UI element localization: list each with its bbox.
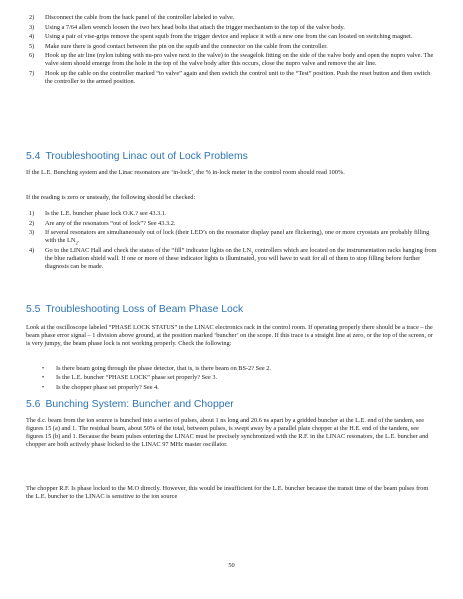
list-item bbox=[29, 247, 437, 271]
item-text: Using a 7/64 allen wrench loosen the two hex head bolts that attach the trigger mechanism to the top of the valve body. bbox=[45, 23, 345, 31]
section-5-4-heading bbox=[26, 150, 248, 163]
item-number: 2) bbox=[29, 14, 35, 21]
section-5-5-bullets bbox=[42, 365, 437, 393]
item-number: 4) bbox=[29, 246, 35, 254]
section-5-4-lead: If the reading is zero or unsteady, the following should be checked: bbox=[26, 194, 196, 201]
valve-procedure-steps bbox=[29, 14, 437, 88]
item-number: 4) bbox=[29, 33, 35, 41]
list-item bbox=[29, 52, 437, 68]
item-text: Go to the LINAC Hall and check the status of the “fill” indicator lights on the LN bbox=[45, 246, 251, 254]
bullet-item bbox=[42, 365, 437, 373]
list-item bbox=[29, 70, 437, 86]
section-title: Troubleshooting Loss of Beam Phase Lock bbox=[45, 304, 244, 315]
bullet-icon: • bbox=[42, 366, 45, 372]
item-number: 5) bbox=[29, 42, 35, 50]
section-5-6-heading bbox=[26, 398, 234, 411]
item-text: Are any of the resonators “out of lock”? See 43.3.2. bbox=[45, 219, 176, 227]
bullet-text: Is the chopper phase set properly? See 4. bbox=[56, 383, 159, 391]
section-5-5-heading bbox=[26, 303, 243, 316]
item-text-tail: . bbox=[77, 237, 80, 245]
section-5-6-para-1: The d.c. beam from the ion source is bunched into a series of pulses, about 1 ns long and 20.6 ns apart by a gridded buncher at the L.E. end of the tandem, see figures 15 (a) and 1. The residual beam, about 50% of the total, between pulses, is swept away by a parallel plate chopper at the H.E. end of the tandem, see figures 15 (b) and 1. Because the beam pulses entering the LINAC must be precisely synchronized with the R.F. in the LINAC resonators, the L.E. buncher and chopper are both actively phase locked to the LINAC 97 MHz master oscillator. bbox=[26, 417, 429, 448]
item-text: Disconnect the cable from the back panel of the controller labeled to valve. bbox=[45, 14, 235, 21]
section-5-4-checklist bbox=[29, 210, 437, 272]
bullet-icon: • bbox=[42, 384, 45, 391]
list-item bbox=[29, 229, 437, 245]
item-text: Hook up the air line (nylon tubing with nu-pro valve next to the valve) to the swagelok fitting on the side of the valve body and open the nupro valve. The valve stem should emerge from the hole in the top of the valve body after this occurs, close the nupro valve and remove the air line. bbox=[45, 52, 434, 68]
section-title: Bunching System: Buncher and Chopper bbox=[45, 399, 234, 410]
bullet-icon: • bbox=[42, 375, 45, 382]
subscript: 2 bbox=[75, 240, 78, 246]
item-text: Using a pair of vise-grips remove the spent squib from the trigger device and replace it with a new one from the can located on switching magnet. bbox=[45, 33, 413, 41]
item-text: Make sure there is good contact between the pin on the squib and the connector on the cable from the controller. bbox=[45, 42, 328, 50]
subscript: 2 bbox=[251, 250, 254, 256]
list-item bbox=[29, 220, 437, 228]
item-text: Is the L.E. buncher phase lock O.K.? see 43.3.1. bbox=[45, 210, 167, 217]
item-number: 1) bbox=[29, 210, 35, 217]
section-number: 5.5 bbox=[26, 304, 41, 315]
item-text-tail: controllers which are located on the instrumentation racks hanging from the blue radiation shield wall. If one or more of these indicator lights is illuminated, you will have to wait for all of them to stop filling before further diagnosis can be made. bbox=[45, 246, 437, 270]
list-item bbox=[29, 33, 437, 41]
section-5-4-intro: If the L.E. Bunching system and the Linac resonators are ‘in-lock’, the % in-lock meter in the control room should read 100%. bbox=[26, 169, 345, 176]
list-item bbox=[29, 43, 437, 51]
bullet-item bbox=[42, 384, 437, 392]
list-item bbox=[29, 210, 437, 218]
list-item bbox=[29, 24, 437, 32]
bullet-item bbox=[42, 374, 437, 382]
section-5-5-body: Look at the oscilloscope labeled “PHASE LOCK STATUS” in the LINAC electronics rack in the control room. If operating properly there should be a trace – the beam phase error signal – 1 division above ground, at the position marked ‘buncher’ on the scope. If this trace is a straight line at zero, or the top of the screen, or is very jumpy, the beam phase lock is not working properly. Check the following: bbox=[26, 324, 433, 347]
item-number: 6) bbox=[29, 52, 35, 60]
section-title: Troubleshooting Linac out of Lock Problems bbox=[45, 151, 248, 162]
item-text: If several resonators are simultaneously out of lock (their LED’s on the resonator display panel are flickering), one or more cryostats are probably filling with the LN bbox=[45, 229, 430, 245]
item-number: 3) bbox=[29, 23, 35, 31]
section-number: 5.4 bbox=[26, 151, 41, 162]
section-5-6-para-2: The chopper R.F. Is phase locked to the M.O directly. However, this would be insufficient for the L.E. buncher because the transit time of the beam pulses from the L.E. buncher to the LINAC is sensitive to the ion source bbox=[26, 485, 429, 500]
item-number: 7) bbox=[29, 69, 35, 77]
bullet-text: Is there beam going through the phase detector, that is, is there beam on BS-2? See 2. bbox=[56, 365, 272, 372]
item-text: Hook up the cable on the controller marked “to valve” again and then switch the control unit to the “Test” position. Push the reset button and then switch the controller to the armed position. bbox=[45, 69, 431, 85]
list-item bbox=[29, 14, 437, 22]
item-number: 3) bbox=[29, 229, 35, 237]
item-number: 2) bbox=[29, 219, 35, 227]
bullet-text: Is the L.E. buncher “PHASE LOCK” phase set properly? See 3. bbox=[56, 374, 218, 382]
page-number: 50 bbox=[228, 562, 235, 569]
section-number: 5.6 bbox=[26, 399, 41, 410]
